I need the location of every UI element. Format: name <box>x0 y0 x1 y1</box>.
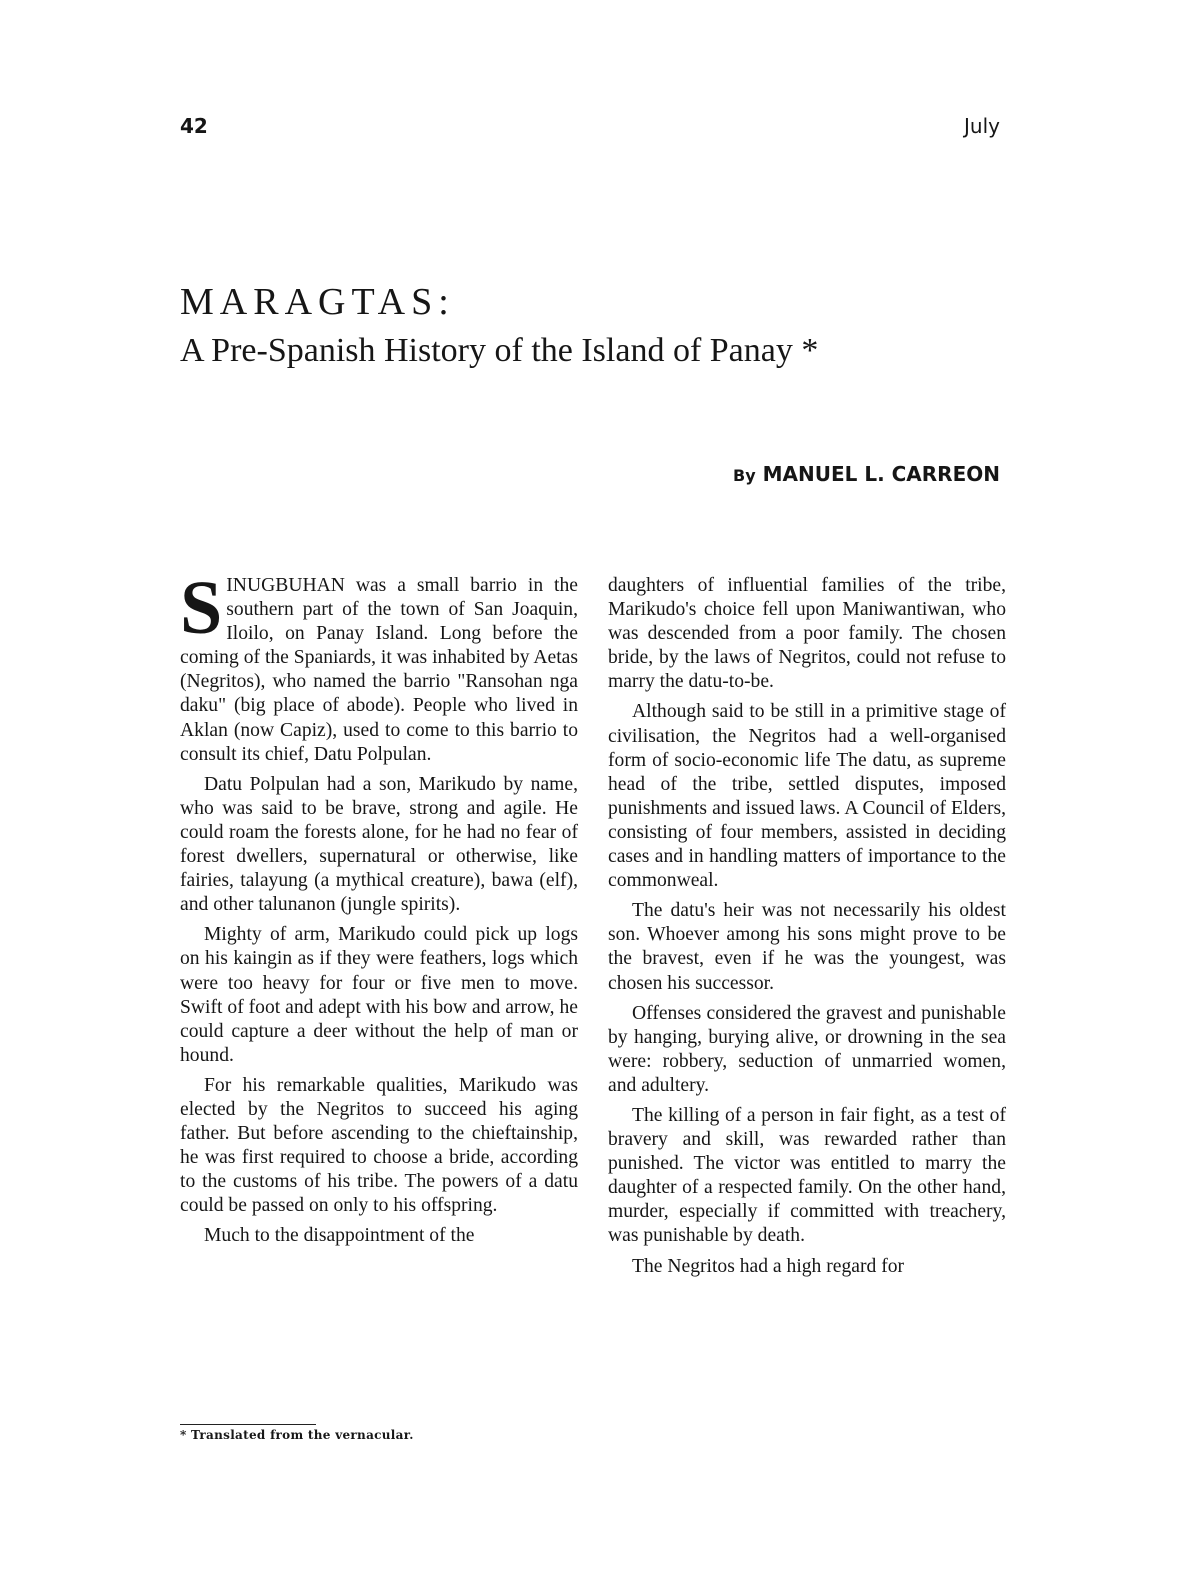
paragraph: Offenses considered the gravest and punishable by hanging, burying alive, or drowning in the sea were: robbery, seduction of unmarried women, and adultery. <box>608 1002 1006 1096</box>
byline-prefix: By <box>733 466 756 485</box>
article-subtitle: A Pre-Spanish History of the Island of Panay * <box>180 332 819 369</box>
byline-author: MANUEL L. CARREON <box>762 462 1000 486</box>
running-head-month: July <box>964 114 1000 138</box>
paragraph: Much to the disappointment of the <box>204 1225 475 1247</box>
paragraph: Although said to be still in a primitive stage of civilisation, the Negritos had a well-organised form of socio-economic life The datu, as supreme head of the tribe, settled disputes, imposed punishments and issued laws. A Council of Elders, consisting of four members, assisted in deciding cases and in handling matters of importance to the commonweal. <box>608 701 1006 892</box>
footnote: * Translated from the vernacular. <box>180 1428 414 1442</box>
paragraph: Mighty of arm, Marikudo could pick up logs on his kaingin as if they were feathers, logs which were too heavy for four or five men to move. Swift of foot and adept with his bow and arrow, he could capture a deer without the help of man or hound. <box>180 924 578 1066</box>
right-column <box>608 574 1006 1285</box>
byline <box>600 462 1000 486</box>
paragraph: For his remarkable qualities, Marikudo was elected by the Negritos to succeed his aging father. But before ascending to the chieftainship, he was first required to choose a bride, according to the customs of his tribe. The powers of a datu could be passed on only to his offspring. <box>180 1074 578 1217</box>
footnote-rule <box>180 1424 316 1425</box>
left-column <box>180 566 578 1255</box>
paragraph: The Negritos had a high regard for <box>632 1255 905 1277</box>
paragraph-text: INUGBUHAN was a small barrio in the southern part of the town of San Joaquin, Iloilo, on Panay Island. Long before the coming of the Spaniards, it was inhabited by Aetas (Negritos), who named the barrio "Ransohan nga daku" (big place of abode). People who lived in Aklan (now Capiz), used to come to this barrio to consult its chief, Datu Polpulan. <box>180 575 578 765</box>
paragraph: daughters of influential families of the tribe, Marikudo's choice fell upon Maniwantiwan, who was descended from a poor family. The chosen bride, by the laws of Negritos, could not refuse to marry the datu-to-be. <box>608 575 1006 693</box>
paragraph <box>180 566 578 767</box>
article-title: MARAGTAS: <box>180 281 455 323</box>
drop-cap: S <box>180 566 223 650</box>
paragraph: Datu Polpulan had a son, Marikudo by name, who was said to be brave, strong and agile. He could roam the forests alone, for he had no fear of forest dwellers, supernatural or otherwise, like fairies, talayung (a mythical creature), bawa (elf), and other talunanon (jungle spirits). <box>180 773 578 916</box>
page-number: 42 <box>180 114 208 138</box>
paragraph: The datu's heir was not necessarily his oldest son. Whoever among his sons might prove to be the bravest, even if he was the youngest, was chosen his successor. <box>608 900 1006 994</box>
paragraph: The killing of a person in fair fight, as a test of bravery and skill, was rewarded rather than punished. The victor was entitled to marry the daughter of a respected family. On the other hand, murder, especially if committed with treachery, was punishable by death. <box>608 1104 1006 1247</box>
